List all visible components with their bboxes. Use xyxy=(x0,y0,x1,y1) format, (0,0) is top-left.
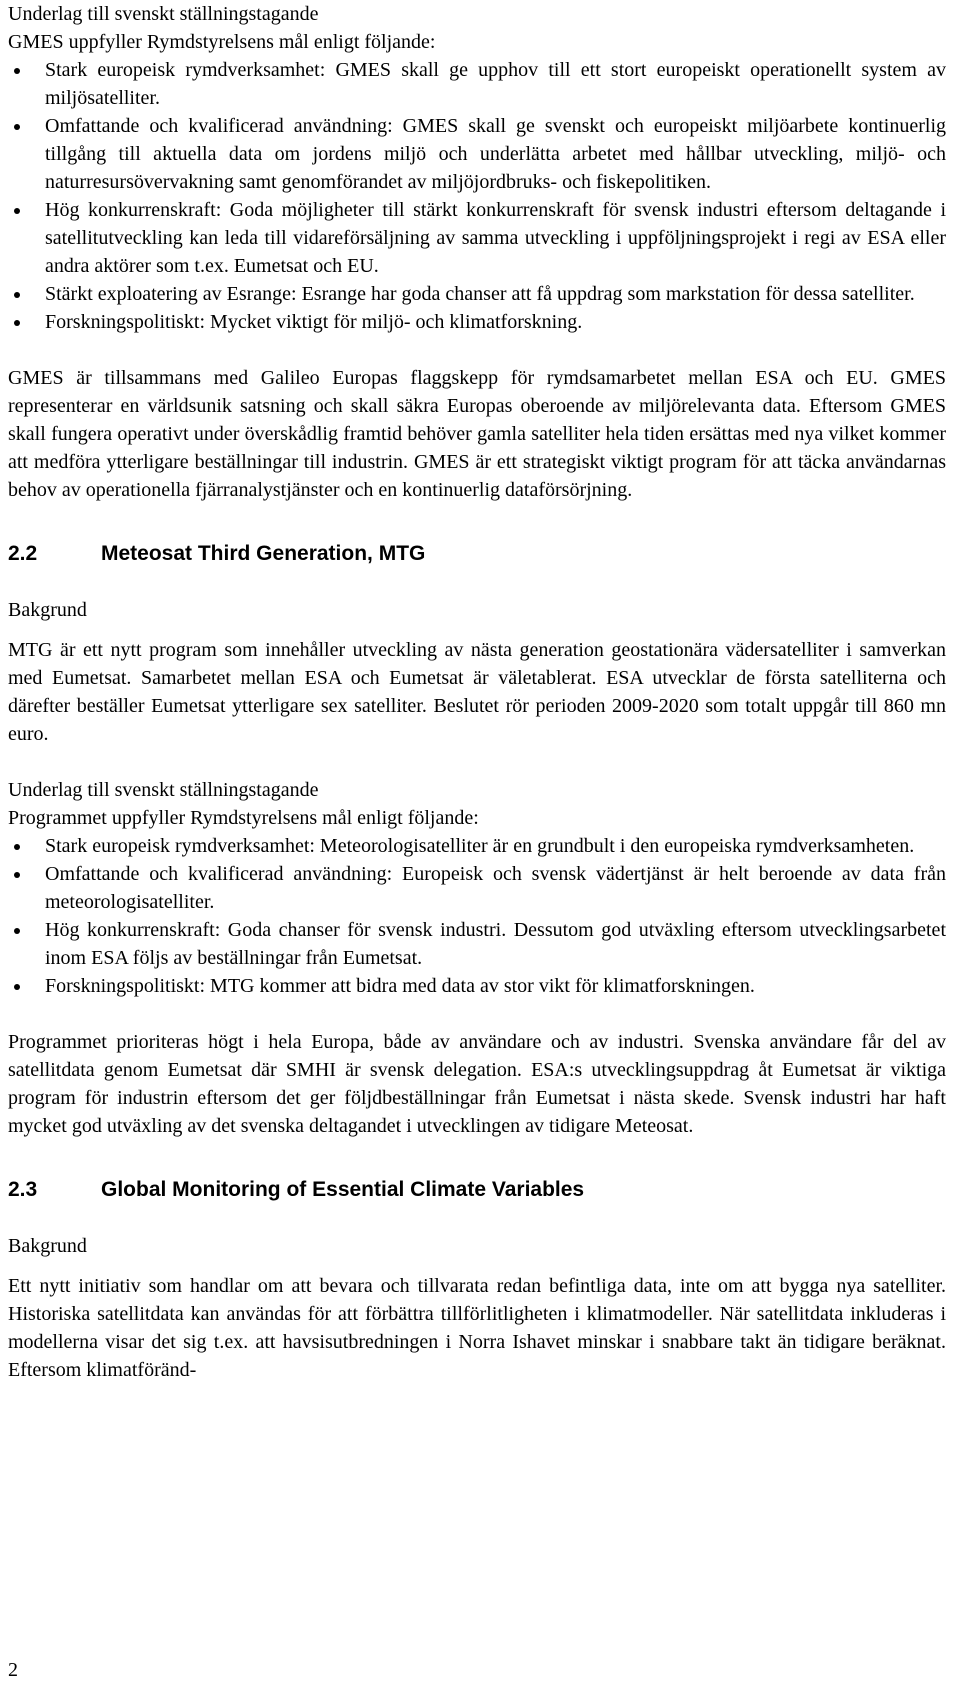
list-item: Stark europeisk rymdverksamhet: Meteorologisatelliter är en grundbult i den europeiska rymdverksamheten. xyxy=(8,832,946,860)
spacer xyxy=(8,504,946,540)
subheading-basis-gmes: Underlag till svenskt ställningstagande xyxy=(8,3,319,25)
spacer xyxy=(8,748,946,776)
body-paragraph: MTG är ett nytt program som innehåller utveckling av nästa generation geostationära vädersatelliter i samverkan med Eumetsat. Samarbetet mellan ESA och Eumetsat är väletablerat. ESA utvecklar de första satelliterna och därefter beställer Eumetsat ytterligare sex satelliter. Beslutet rör perioden 2009-2020 som totalt uppgår till 860 mn euro. xyxy=(8,639,946,745)
list-item: Forskningspolitiskt: Mycket viktigt för miljö- och klimatforskning. xyxy=(8,308,946,336)
spacer xyxy=(8,336,946,364)
list-item: Hög konkurrenskraft: Goda möjligheter till stärkt konkurrenskraft för svensk industri eftersom deltagande i satellitutveckling kan leda till vidareförsäljning av samma utveckling i uppföljningsprojekt i regi av ESA eller andra aktörer som t.ex. Eumetsat och EU. xyxy=(8,196,946,280)
spacer xyxy=(8,1000,946,1028)
spacer xyxy=(8,1140,946,1176)
spacer xyxy=(8,1204,946,1232)
body-paragraph: Ett nytt initiativ som handlar om att bevara och tillvarata redan befintliga data, inte om att bygga nya satelliter. Historiska satellitdata kan användas för att förbättra tillförlitligheten i klimatmodeller. När satellitdata inkluderas i modellerna visar det sig t.ex. att havsisutbredningen i Norra Ishavet minskar i snabbare takt än tidigare beräknat. Eftersom klimatföränd- xyxy=(8,1275,946,1381)
list-item: Omfattande och kvalificerad användning: Europeisk och svensk vädertjänst är helt beroende av data från meteorologisatelliter. xyxy=(8,860,946,916)
intro-text: Programmet uppfyller Rymdstyrelsens mål enligt följande: xyxy=(8,807,479,829)
section-number: 2.3 xyxy=(8,1178,38,1201)
section-heading-2-2 xyxy=(8,540,946,568)
subheading-background: Bakgrund xyxy=(8,599,87,621)
goals-list-mtg xyxy=(8,832,946,1000)
section-title: Meteosat Third Generation, MTG xyxy=(101,542,426,565)
spacer xyxy=(8,1260,946,1272)
list-item: Stark europeisk rymdverksamhet: GMES skall ge upphov till ett stort europeiskt operationellt system av miljösatelliter. xyxy=(8,56,946,112)
spacer xyxy=(8,624,946,636)
section-number: 2.2 xyxy=(8,542,38,565)
section-heading-2-3 xyxy=(8,1176,946,1204)
list-item: Forskningspolitiskt: MTG kommer att bidra med data av stor vikt för klimatforskningen. xyxy=(8,972,946,1000)
subheading-basis-mtg: Underlag till svenskt ställningstagande xyxy=(8,779,319,801)
list-item: Stärkt exploatering av Esrange: Esrange har goda chanser att få uppdrag som markstation för dessa satelliter. xyxy=(8,280,946,308)
body-paragraph: GMES är tillsammans med Galileo Europas flaggskepp för rymdsamarbetet mellan ESA och EU. GMES representerar en världsunik satsning och skall säkra Europas oberoende av miljörelevanta data. Eftersom GMES skall fungera operativt under överskådlig framtid behöver gamla satelliter hela tiden ersättas med nya vilket kommer att medföra ytterligare beställningar till industrin. GMES är ett strategiskt viktigt program för att täcka användarnas behov av operationella fjärranalystjänster och en kontinuerlig dataförsörjning. xyxy=(8,367,946,501)
list-item: Hög konkurrenskraft: Goda chanser för svensk industri. Dessutom god utväxling eftersom utvecklingsarbetet inom ESA följs av beställningar från Eumetsat. xyxy=(8,916,946,972)
subheading-background: Bakgrund xyxy=(8,1235,87,1257)
section-title: Global Monitoring of Essential Climate Variables xyxy=(101,1178,585,1201)
spacer xyxy=(8,568,946,596)
intro-text: GMES uppfyller Rymdstyrelsens mål enligt följande: xyxy=(8,31,436,53)
list-item: Omfattande och kvalificerad användning: GMES skall ge svenskt och europeiskt miljöarbete kontinuerlig tillgång till aktuella data om jordens miljö och underlätta arbetet med hållbar utveckling, miljö- och naturresursövervakning samt genomförandet av miljöjordbruks- och fiskepolitiken. xyxy=(8,112,946,196)
goals-list-gmes xyxy=(8,56,946,336)
body-paragraph: Programmet prioriteras högt i hela Europa, både av användare och av industri. Svenska användare får del av satellitdata genom Eumetsat där SMHI är svensk delegation. ESA:s utvecklingsuppdrag åt Eumetsat är viktiga program för industrin eftersom det ger följdbeställningar från Eumetsat i nästa skede. Svensk industri har haft mycket god utväxling av det svenska deltagandet i utvecklingen av tidigare Meteosat. xyxy=(8,1031,946,1137)
page-number: 2 xyxy=(8,1659,18,1681)
